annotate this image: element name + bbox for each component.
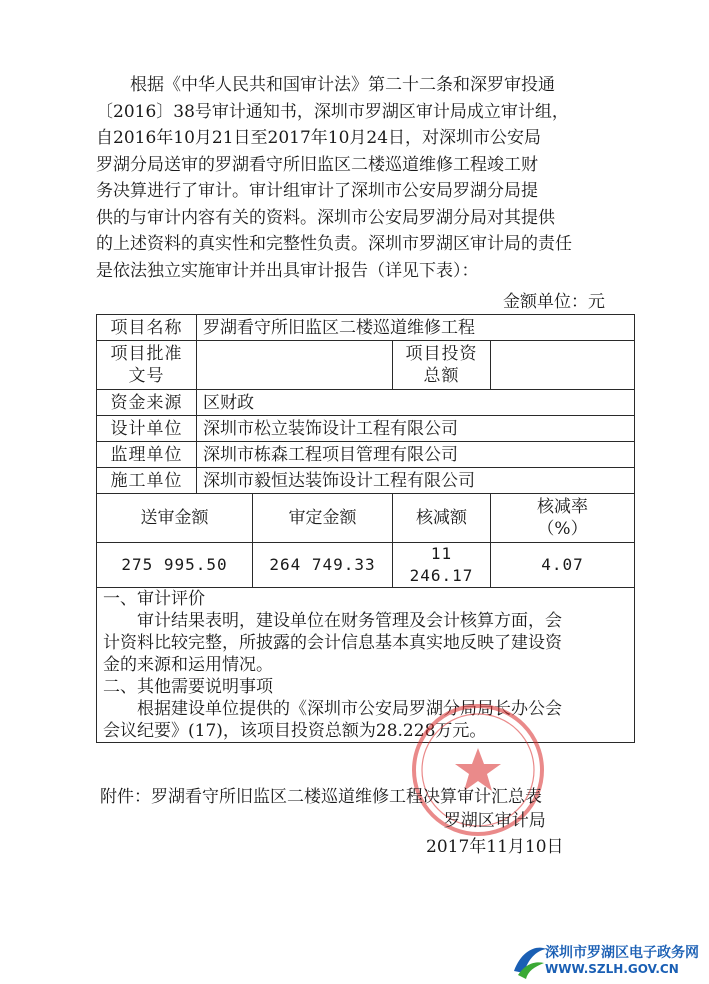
attachment-note: 附件：罗湖看守所旧监区二楼巡道维修工程决算审计汇总表 bbox=[100, 787, 542, 807]
intro-line: 务决算进行了审计。审计组审计了深圳市公安局罗湖分局提 bbox=[96, 181, 538, 201]
design-unit-value: 深圳市松立装饰设计工程有限公司 bbox=[197, 416, 635, 442]
table-row bbox=[97, 341, 635, 390]
design-unit-label: 设计单位 bbox=[97, 416, 197, 442]
table-row bbox=[97, 390, 635, 416]
approval-no-value bbox=[197, 341, 393, 390]
reduction-amount: 11 246.17 bbox=[393, 543, 491, 588]
signer-name: 罗湖区审计局 bbox=[443, 811, 546, 831]
table-row bbox=[97, 588, 635, 743]
project-name-value: 罗湖看守所旧监区二楼巡道维修工程 bbox=[197, 315, 635, 341]
investment-label-line: 项目投资 bbox=[405, 344, 478, 364]
signature-block bbox=[426, 808, 564, 860]
eval-line: 计资料比较完整，所披露的会计信息基本真实地反映了建设资 bbox=[103, 633, 562, 653]
col-rate-header-line: （%） bbox=[537, 519, 588, 539]
construction-unit-label: 施工单位 bbox=[97, 468, 197, 494]
supervision-unit-label: 监理单位 bbox=[97, 442, 197, 468]
col-rate-header-line: 核减率 bbox=[537, 497, 588, 517]
approved-amount: 264 749.33 bbox=[253, 543, 393, 588]
audit-table bbox=[96, 314, 635, 743]
intro-line: 的上述资料的真实性和完整性负责。深圳市罗湖区审计局的责任 bbox=[96, 234, 572, 254]
fund-source-label: 资金来源 bbox=[97, 390, 197, 416]
evaluation-cell bbox=[97, 588, 635, 743]
investment-label-line: 总额 bbox=[423, 366, 460, 386]
amount-unit: 金额单位：元 bbox=[503, 292, 605, 312]
investment-value bbox=[491, 341, 635, 390]
intro-line: 是依法独立实施审计并出具审计报告（详见下表）： bbox=[96, 260, 479, 281]
reduction-rate: 4.07 bbox=[491, 543, 635, 588]
intro-line: 〔2016〕38号审计通知书，深圳市罗湖区审计局成立审计组， bbox=[96, 101, 569, 122]
submitted-amount: 275 995.50 bbox=[97, 543, 253, 588]
table-row bbox=[97, 442, 635, 468]
site-url[interactable]: WWW.SZLH.GOV.CN bbox=[545, 962, 679, 976]
table-row bbox=[97, 315, 635, 341]
intro-paragraph bbox=[96, 72, 626, 284]
site-name: 深圳市罗湖区电子政务网 bbox=[545, 945, 699, 961]
approval-no-label bbox=[97, 341, 197, 390]
eval-line: 审计结果表明，建设单位在财务管理及会计核算方面，会 bbox=[137, 611, 562, 631]
eval-heading: 一、审计评价 bbox=[103, 589, 205, 609]
eval-line: 金的来源和运用情况。 bbox=[103, 655, 273, 675]
intro-line: 根据《中华人民共和国审计法》第二十二条和深罗审投通 bbox=[130, 75, 555, 95]
construction-unit-value: 深圳市毅恒达装饰设计工程有限公司 bbox=[197, 468, 635, 494]
col-rate-header bbox=[491, 494, 635, 543]
other-heading: 二、其他需要说明事项 bbox=[103, 677, 273, 697]
intro-line: 自2016年10月21日至2017年10月24日，对深圳市公安局 bbox=[96, 128, 542, 148]
other-line: 根据建设单位提供的《深圳市公安局罗湖分局局长办公会 bbox=[137, 699, 562, 719]
table-row bbox=[97, 468, 635, 494]
table-row bbox=[97, 494, 635, 543]
fund-source-value: 区财政 bbox=[197, 390, 635, 416]
intro-line: 罗湖分局送审的罗湖看守所旧监区二楼巡道维修工程竣工财 bbox=[96, 154, 538, 175]
supervision-unit-value: 深圳市栋森工程项目管理有限公司 bbox=[197, 442, 635, 468]
project-name-label: 项目名称 bbox=[97, 315, 197, 341]
col-approved-header: 审定金额 bbox=[253, 494, 393, 543]
sign-date: 2017年11月10日 bbox=[426, 837, 564, 857]
col-submitted-header: 送审金额 bbox=[97, 494, 253, 543]
intro-line: 供的与审计内容有关的资料。深圳市公安局罗湖分局对其提供 bbox=[96, 207, 555, 228]
other-line: 会议纪要》(17)，该项目投资总额为28.228万元。 bbox=[103, 721, 487, 741]
investment-label bbox=[393, 341, 491, 390]
approval-no-label-line: 文号 bbox=[128, 366, 165, 386]
approval-no-label-line: 项目批准 bbox=[110, 344, 183, 364]
table-row bbox=[97, 416, 635, 442]
col-reduction-header: 核减额 bbox=[393, 494, 491, 543]
table-row bbox=[97, 543, 635, 588]
